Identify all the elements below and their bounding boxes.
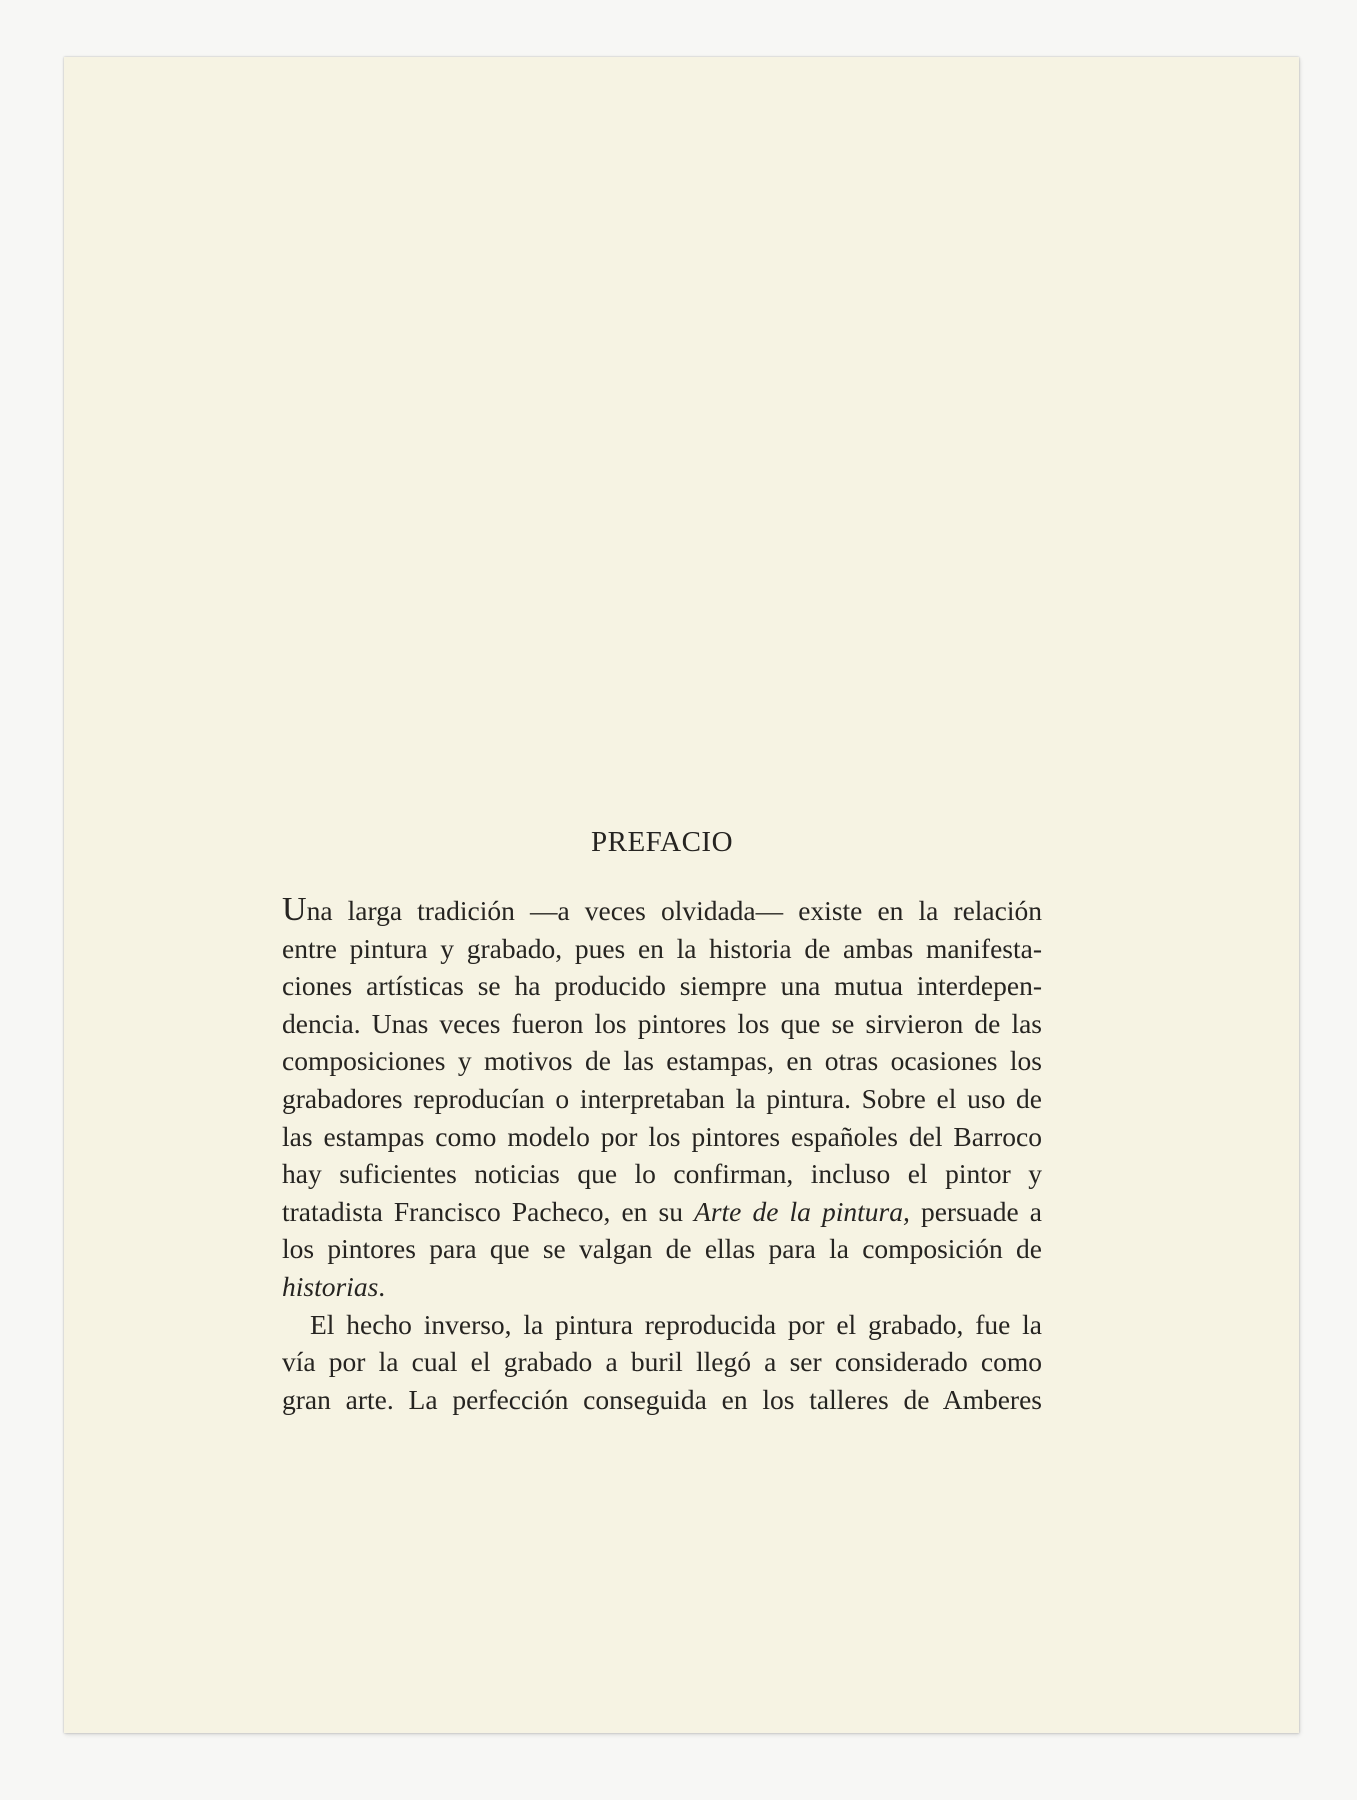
text-segment: persuade a — [909, 1195, 1042, 1227]
text-line — [282, 1343, 1042, 1381]
paragraph-2 — [282, 1306, 1042, 1419]
text-line — [282, 930, 1042, 968]
text-line — [282, 891, 1042, 930]
text-block — [282, 828, 1042, 1418]
text-line — [282, 1193, 1042, 1231]
text-line — [282, 1005, 1042, 1043]
italic-title: historias — [282, 1270, 379, 1302]
text-segment: gran arte. La perfección conseguida en los talleres de Amberes — [282, 1383, 1042, 1415]
text-segment: vía por la cual el grabado a buril llegó a ser considerado como — [282, 1346, 1042, 1378]
text-segment: las estampas como modelo por los pintores españoles del Barroco — [282, 1120, 1042, 1152]
text-line — [282, 1306, 1042, 1344]
initial-letter: U — [282, 891, 307, 928]
text-segment: tratadista Francisco Pacheco, en su — [282, 1195, 695, 1227]
text-segment: ciones artísticas se ha producido siempre una mutua interdepen- — [282, 970, 1042, 1002]
text-segment: El hecho inverso, la pintura reproducida por el grabado, fue la — [310, 1308, 1042, 1340]
text-line — [282, 1042, 1042, 1080]
text-line — [282, 1381, 1042, 1419]
text-segment: grabadores reproducían o interpretaban la pintura. Sobre el uso de — [282, 1082, 1042, 1114]
text-segment: . — [378, 1270, 386, 1302]
text-segment: dencia. Unas veces fueron los pintores los que se sirvieron de las — [282, 1007, 1042, 1039]
text-line — [282, 967, 1042, 1005]
text-line — [282, 1080, 1042, 1118]
text-line — [282, 1268, 1042, 1306]
text-segment: entre pintura y grabado, pues en la historia de ambas manifesta- — [282, 932, 1042, 964]
italic-title: Arte de la pintura, — [694, 1195, 910, 1227]
text-segment: na larga tradición —a veces olvidada— existe en la relación — [306, 895, 1042, 926]
text-segment: hay suficientes noticias que lo confirman, incluso el pintor y — [282, 1158, 1042, 1190]
text-line — [282, 1155, 1042, 1193]
text-segment: los pintores para que se valgan de ellas para la composición de — [282, 1233, 1042, 1265]
text-segment: composiciones y motivos de las estampas, en otras ocasiones los — [282, 1045, 1042, 1077]
text-line — [282, 1230, 1042, 1268]
text-line — [282, 1118, 1042, 1156]
paper-sheet — [64, 57, 1299, 1733]
page-title: PREFACIO — [590, 826, 734, 858]
paragraph-1 — [282, 891, 1042, 1306]
